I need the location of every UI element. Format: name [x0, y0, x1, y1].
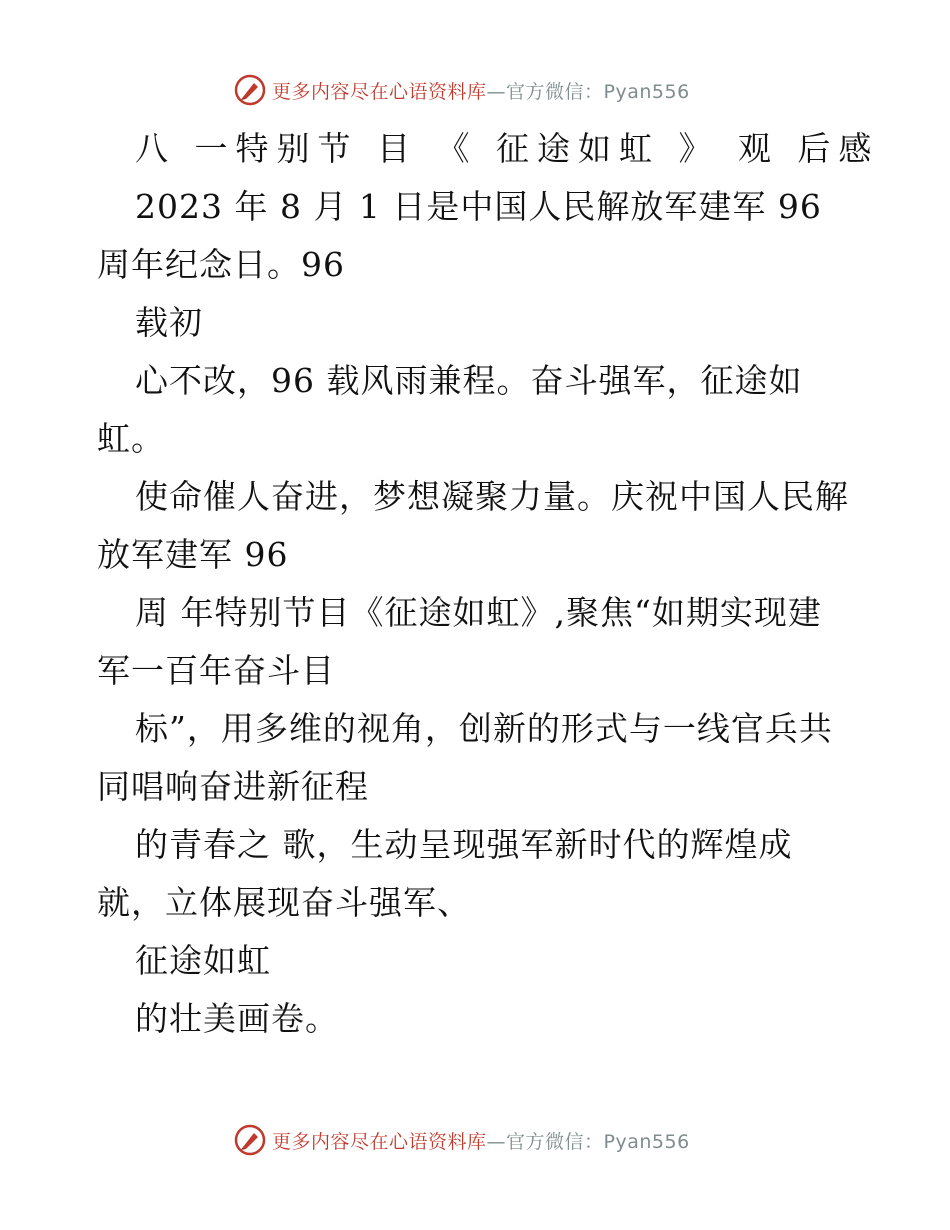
paragraph-line: 使命催人奋进，梦想凝聚力量。庆祝中国人民解: [135, 477, 849, 516]
document-body: [97, 120, 880, 1048]
paragraph-line: 载初: [135, 303, 203, 342]
paragraph-line: 心不改，96 载风雨兼程。奋斗强军，征途如: [135, 361, 803, 400]
paragraph-line: 就，立体展现奋斗强军、: [97, 883, 471, 922]
site-name: 更多内容尽在心语资料库: [272, 1130, 487, 1153]
pen-nib-logo-icon: [234, 1124, 266, 1156]
paragraph-line: 虹。: [97, 419, 165, 458]
contact-info: —官方微信：Pyan556: [486, 1130, 690, 1153]
paragraph-line: 2023 年 8 月 1 日是中国人民解放军建军 96: [135, 187, 822, 226]
paragraph-line: 军一百年奋斗目: [97, 651, 335, 690]
header-banner: [234, 70, 690, 110]
paragraph-line: 同唱响奋进新征程: [97, 767, 369, 806]
paragraph-line: 标”，用多维的视角，创新的形式与一线官兵共: [135, 709, 833, 748]
paragraph-line: 放军建军 96: [97, 535, 289, 574]
paragraph-line: 周年纪念日。96: [97, 245, 345, 284]
paragraph-line: 周 年特别节目《征途如虹》,聚焦“如期实现建: [135, 593, 822, 632]
contact-info: —官方微信：Pyan556: [486, 80, 690, 103]
site-name: 更多内容尽在心语资料库: [272, 80, 487, 103]
paragraph-line: 的青春之 歌，生动呈现强军新时代的辉煌成: [135, 825, 793, 864]
footer-banner: [234, 1120, 690, 1160]
document-title: 八 一特别节 目 《 征途如虹 》 观 后感: [135, 129, 880, 168]
pen-nib-logo-icon: [234, 74, 266, 106]
paragraph-line: 征途如虹: [135, 941, 271, 980]
paragraph-line: 的壮美画卷。: [135, 999, 339, 1038]
